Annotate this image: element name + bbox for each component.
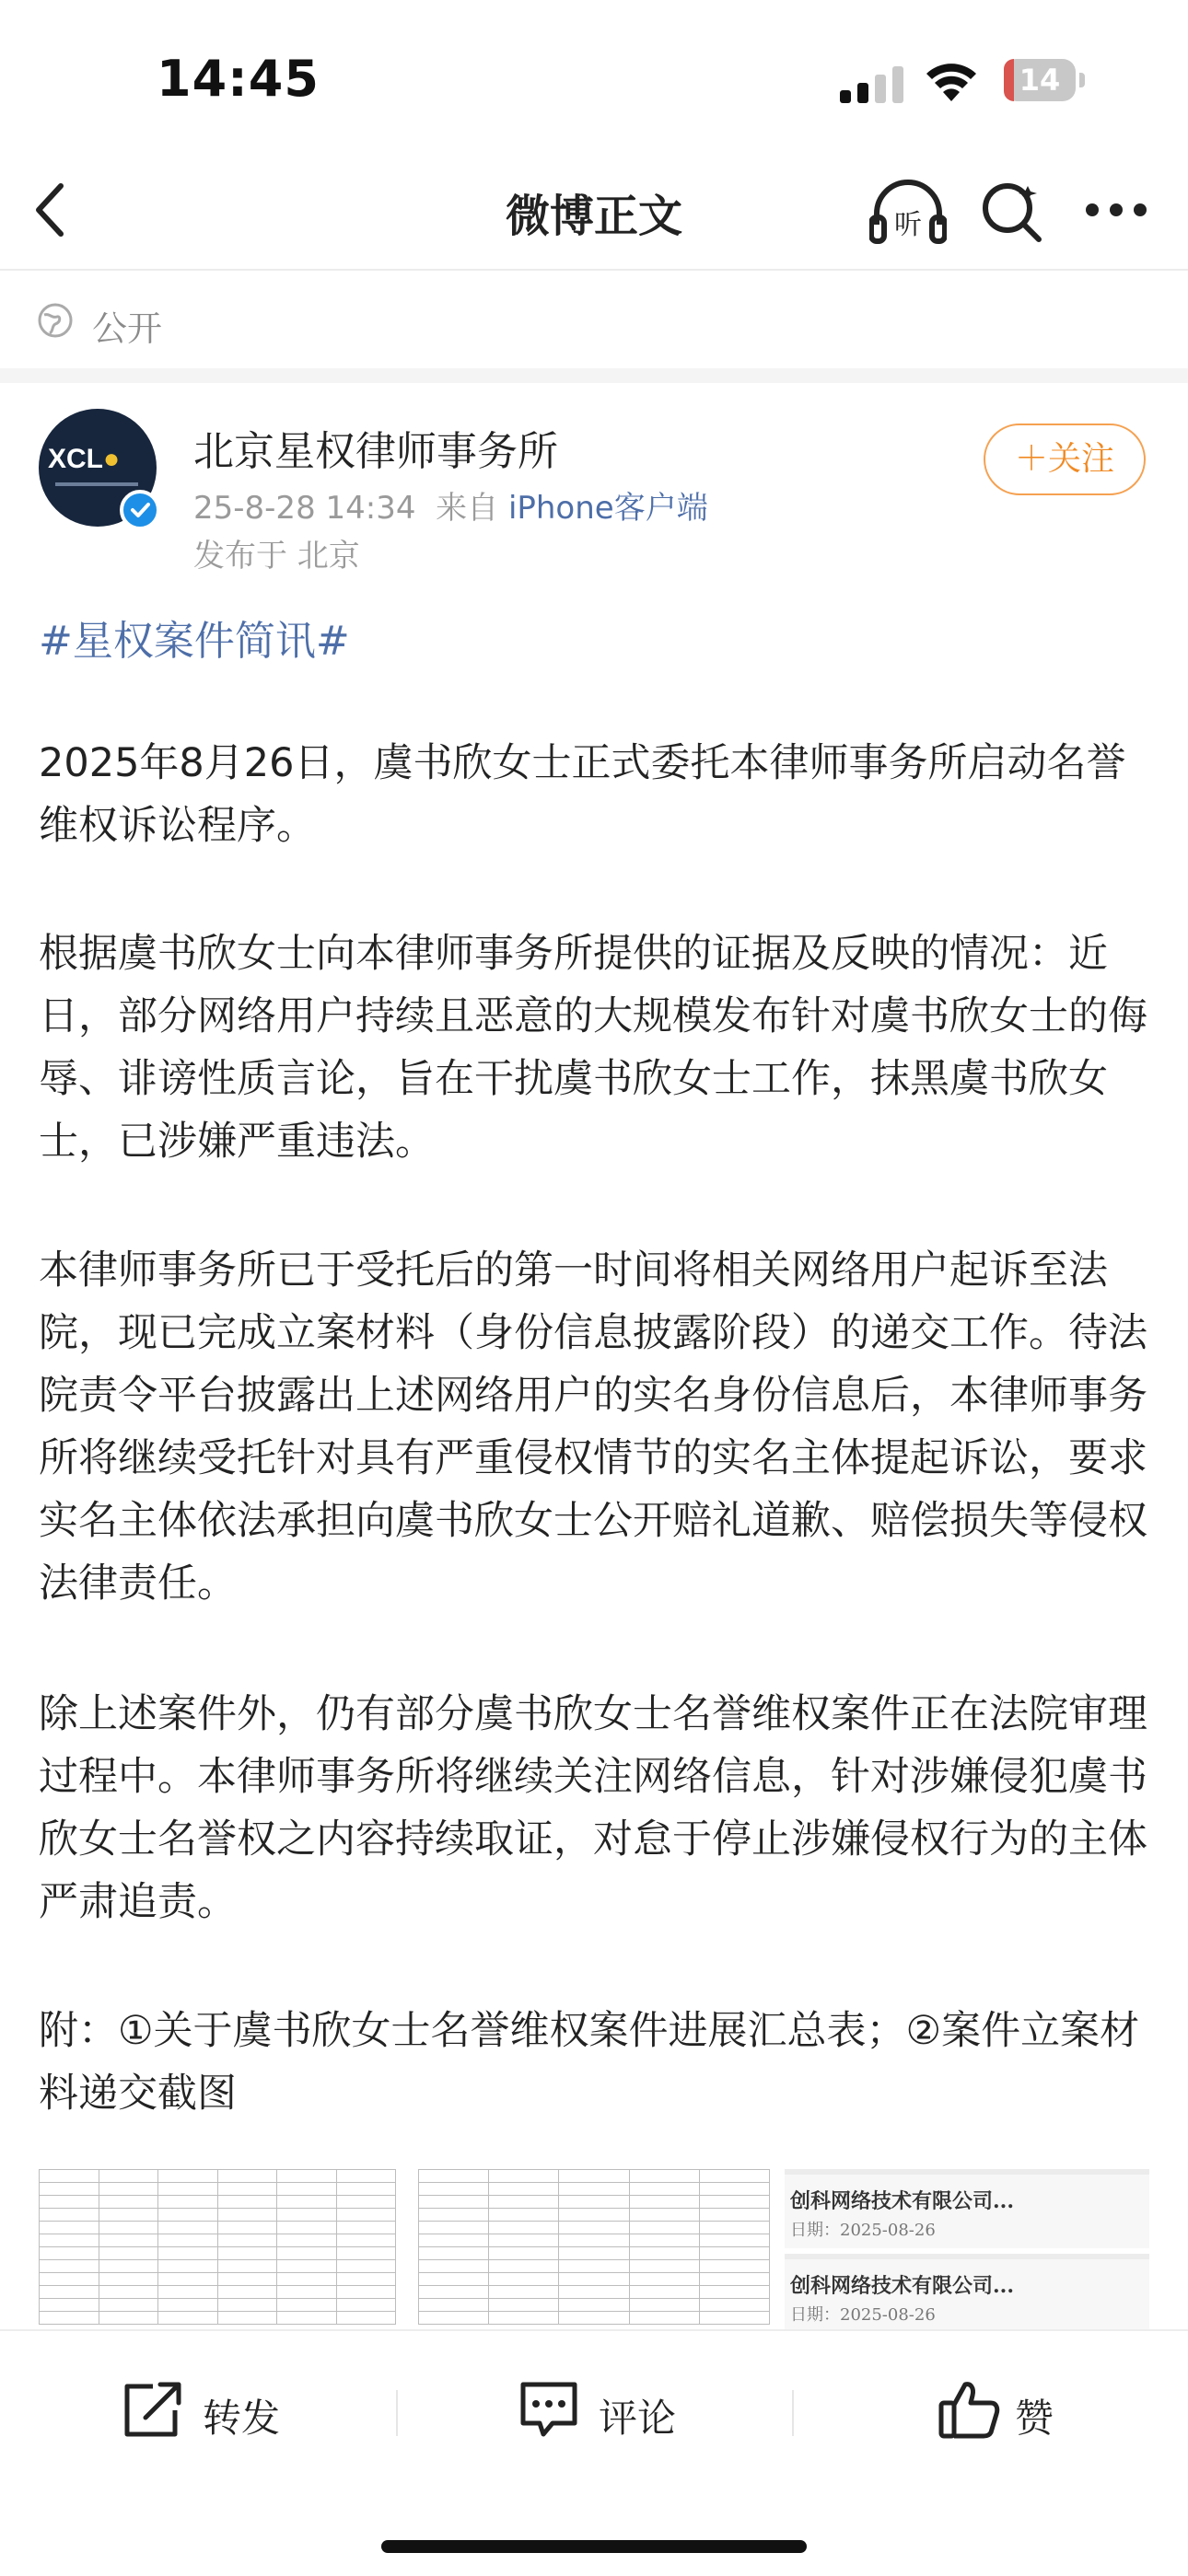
table-image (39, 2169, 396, 2325)
table-cell (277, 2299, 337, 2312)
table-cell (419, 2312, 489, 2325)
search-icon[interactable] (980, 180, 1044, 245)
table-cell (336, 2234, 396, 2247)
table-cell (699, 2196, 769, 2209)
table-cell (559, 2312, 629, 2325)
table-cell (158, 2222, 218, 2234)
table-cell (99, 2183, 158, 2196)
table-cell (158, 2273, 218, 2286)
table-cell (559, 2209, 629, 2222)
table-cell (336, 2286, 396, 2299)
image-thumbnail-case-table[interactable] (418, 2169, 770, 2329)
table-cell (489, 2312, 559, 2325)
table-cell (40, 2286, 99, 2299)
like-label: 赞 (1015, 2396, 1054, 2441)
table-cell (419, 2286, 489, 2299)
battery-level: 14 (1019, 63, 1061, 98)
table-cell (217, 2247, 277, 2260)
table-cell (336, 2183, 396, 2196)
table-cell (559, 2299, 629, 2312)
table-cell (158, 2234, 218, 2247)
table-cell (40, 2196, 99, 2209)
repost-icon (120, 2377, 186, 2442)
post-paragraph: 2025年8月26日，虞书欣女士正式委托本律师事务所启动名誉维权诉讼程序。 (39, 740, 1126, 849)
table-cell (629, 2312, 699, 2325)
post-meta (193, 482, 708, 528)
table-cell (99, 2286, 158, 2299)
table-cell (217, 2209, 277, 2222)
doc-card (785, 2169, 1149, 2248)
table-cell (277, 2247, 337, 2260)
table-cell (40, 2273, 99, 2286)
table-cell (419, 2222, 489, 2234)
table-cell (419, 2273, 489, 2286)
image-thumbnail-summary-table[interactable] (39, 2169, 396, 2329)
table-cell (489, 2209, 559, 2222)
table-cell (489, 2170, 559, 2183)
table-cell (277, 2286, 337, 2299)
table-cell (419, 2247, 489, 2260)
author-name[interactable]: 北京星权律师事务所 (193, 428, 558, 475)
post-paragraph: 除上述案件外，仍有部分虞书欣女士名誉维权案件正在法院审理过程中。本律师事务所将继续关注网络信息，针对涉嫌侵犯虞书欣女士名誉权之内容持续取证，对怠于停止涉嫌侵权行为的主体严肃追责。 (39, 1691, 1147, 1925)
table-cell (629, 2299, 699, 2312)
table-cell (158, 2247, 218, 2260)
table-cell (489, 2222, 559, 2234)
repost-button[interactable] (120, 2377, 322, 2442)
table-cell (489, 2273, 559, 2286)
table-cell (699, 2170, 769, 2183)
table-cell (489, 2196, 559, 2209)
table-cell (336, 2222, 396, 2234)
table-cell (699, 2222, 769, 2234)
visibility-label: 公开 (92, 308, 163, 349)
table-cell (217, 2299, 277, 2312)
post-timestamp: 25-8-28 14:34 (193, 490, 416, 527)
table-cell (217, 2222, 277, 2234)
table-cell (559, 2273, 629, 2286)
table-cell (629, 2260, 699, 2273)
table-cell (158, 2260, 218, 2273)
table-cell (158, 2286, 218, 2299)
table-cell (40, 2222, 99, 2234)
table-image (418, 2169, 770, 2325)
table-cell (277, 2234, 337, 2247)
table-cell (99, 2273, 158, 2286)
table-cell (40, 2260, 99, 2273)
table-cell (559, 2247, 629, 2260)
status-time: 14:45 (157, 50, 320, 108)
table-cell (699, 2247, 769, 2260)
like-button[interactable] (936, 2377, 1101, 2442)
hashtag-link[interactable]: #星权案件简讯# (39, 618, 350, 665)
table-cell (629, 2170, 699, 2183)
table-cell (158, 2209, 218, 2222)
table-cell (40, 2170, 99, 2183)
table-cell (699, 2234, 769, 2247)
image-thumbnail-filing-screenshot[interactable] (785, 2169, 1149, 2329)
comment-button[interactable] (516, 2377, 718, 2442)
table-cell (336, 2312, 396, 2325)
doc-company: 创科网络技术有限公司... (790, 2274, 1014, 2298)
table-cell (336, 2260, 396, 2273)
post-paragraph: 本律师事务所已于受托后的第一时间将相关网络用户起诉至法院，现已完成立案材料（身份信息披露阶段）的递交工作。待法院责令平台披露出上述网络用户的实名身份信息后，本律师事务所将继续受托针对具有严重侵权情节的实名主体提起诉讼，要求实名主体依法承担向虞书欣女士公开赔礼道歉、赔偿损失等侵权法律责任。 (39, 1247, 1147, 1607)
table-cell (419, 2196, 489, 2209)
doc-date: 日期：2025-08-26 (790, 2221, 936, 2240)
listen-icon[interactable] (869, 177, 947, 247)
table-cell (277, 2196, 337, 2209)
source-prefix: 来自 (436, 490, 499, 527)
table-cell (559, 2234, 629, 2247)
comment-label: 评论 (599, 2396, 677, 2441)
home-indicator (381, 2540, 807, 2553)
table-cell (559, 2260, 629, 2273)
globe-icon (37, 302, 74, 339)
table-cell (699, 2273, 769, 2286)
table-cell (419, 2209, 489, 2222)
cellular-signal-icon (840, 66, 906, 103)
table-cell (99, 2170, 158, 2183)
table-cell (217, 2273, 277, 2286)
table-cell (699, 2299, 769, 2312)
table-cell (99, 2196, 158, 2209)
nav-divider (0, 269, 1188, 271)
table-cell (489, 2247, 559, 2260)
table-cell (217, 2312, 277, 2325)
table-cell (277, 2312, 337, 2325)
table-cell (277, 2183, 337, 2196)
table-cell (40, 2312, 99, 2325)
table-cell (336, 2209, 396, 2222)
table-cell (629, 2286, 699, 2299)
table-cell (40, 2247, 99, 2260)
table-cell (277, 2209, 337, 2222)
table-cell (699, 2286, 769, 2299)
table-cell (489, 2260, 559, 2273)
table-cell (40, 2183, 99, 2196)
table-cell (99, 2234, 158, 2247)
table-cell (336, 2196, 396, 2209)
doc-company: 创科网络技术有限公司... (790, 2189, 1014, 2213)
table-cell (629, 2247, 699, 2260)
table-cell (158, 2170, 218, 2183)
table-cell (336, 2273, 396, 2286)
table-cell (336, 2299, 396, 2312)
table-cell (158, 2299, 218, 2312)
table-cell (699, 2312, 769, 2325)
table-cell (99, 2222, 158, 2234)
table-cell (489, 2234, 559, 2247)
battery-indicator (1004, 59, 1087, 101)
doc-card (785, 2254, 1149, 2329)
table-cell (217, 2170, 277, 2183)
svg-text:听: 听 (894, 209, 922, 241)
table-cell (419, 2260, 489, 2273)
table-cell (559, 2286, 629, 2299)
table-cell (99, 2299, 158, 2312)
repost-label: 转发 (203, 2396, 281, 2441)
table-cell (40, 2299, 99, 2312)
post-paragraph: 根据虞书欣女士向本律师事务所提供的证据及反映的情况：近日，部分网络用户持续且恶意的大规模发布针对虞书欣女士的侮辱、诽谤性质言论，旨在干扰虞书欣女士工作，抹黑虞书欣女士，已涉嫌严重违法。 (39, 931, 1147, 1165)
avatar-logo: XCL● (48, 444, 121, 474)
table-cell (699, 2209, 769, 2222)
table-cell (559, 2170, 629, 2183)
thumbs-up-icon (936, 2377, 1002, 2442)
section-divider (0, 368, 1188, 383)
table-cell (629, 2196, 699, 2209)
table-cell (217, 2286, 277, 2299)
table-cell (158, 2183, 218, 2196)
table-cell (217, 2234, 277, 2247)
table-cell (559, 2183, 629, 2196)
follow-button[interactable]: ＋关注 (984, 424, 1146, 495)
post-location: 发布于 北京 (193, 538, 360, 574)
table-cell (699, 2260, 769, 2273)
table-cell (629, 2209, 699, 2222)
table-cell (277, 2170, 337, 2183)
table-cell (217, 2260, 277, 2273)
table-cell (99, 2260, 158, 2273)
table-cell (629, 2222, 699, 2234)
table-cell (99, 2209, 158, 2222)
table-cell (419, 2234, 489, 2247)
table-cell (277, 2260, 337, 2273)
table-cell (99, 2247, 158, 2260)
page-title: 微博正文 (505, 191, 682, 242)
verified-badge-icon (120, 490, 160, 530)
table-cell (699, 2183, 769, 2196)
table-cell (217, 2183, 277, 2196)
table-cell (40, 2209, 99, 2222)
table-cell (277, 2273, 337, 2286)
doc-date: 日期：2025-08-26 (790, 2305, 936, 2325)
comment-icon (516, 2377, 582, 2442)
table-cell (419, 2299, 489, 2312)
wifi-icon (925, 61, 978, 101)
bottom-action-bar (0, 2329, 1188, 2576)
table-cell (217, 2196, 277, 2209)
post-paragraph: 附：①关于虞书欣女士名誉维权案件进展汇总表；②案件立案材料递交截图 (39, 2008, 1140, 2117)
table-cell (629, 2273, 699, 2286)
table-cell (629, 2183, 699, 2196)
post-source[interactable]: iPhone客户端 (507, 490, 708, 527)
table-cell (277, 2222, 337, 2234)
table-cell (489, 2183, 559, 2196)
table-cell (559, 2196, 629, 2209)
table-cell (158, 2312, 218, 2325)
table-cell (40, 2234, 99, 2247)
table-cell (99, 2312, 158, 2325)
table-cell (336, 2247, 396, 2260)
table-cell (489, 2299, 559, 2312)
table-cell (419, 2170, 489, 2183)
table-cell (419, 2183, 489, 2196)
table-cell (489, 2286, 559, 2299)
table-cell (336, 2170, 396, 2183)
table-cell (629, 2234, 699, 2247)
more-icon[interactable] (1083, 201, 1149, 219)
table-cell (559, 2222, 629, 2234)
table-cell (158, 2196, 218, 2209)
